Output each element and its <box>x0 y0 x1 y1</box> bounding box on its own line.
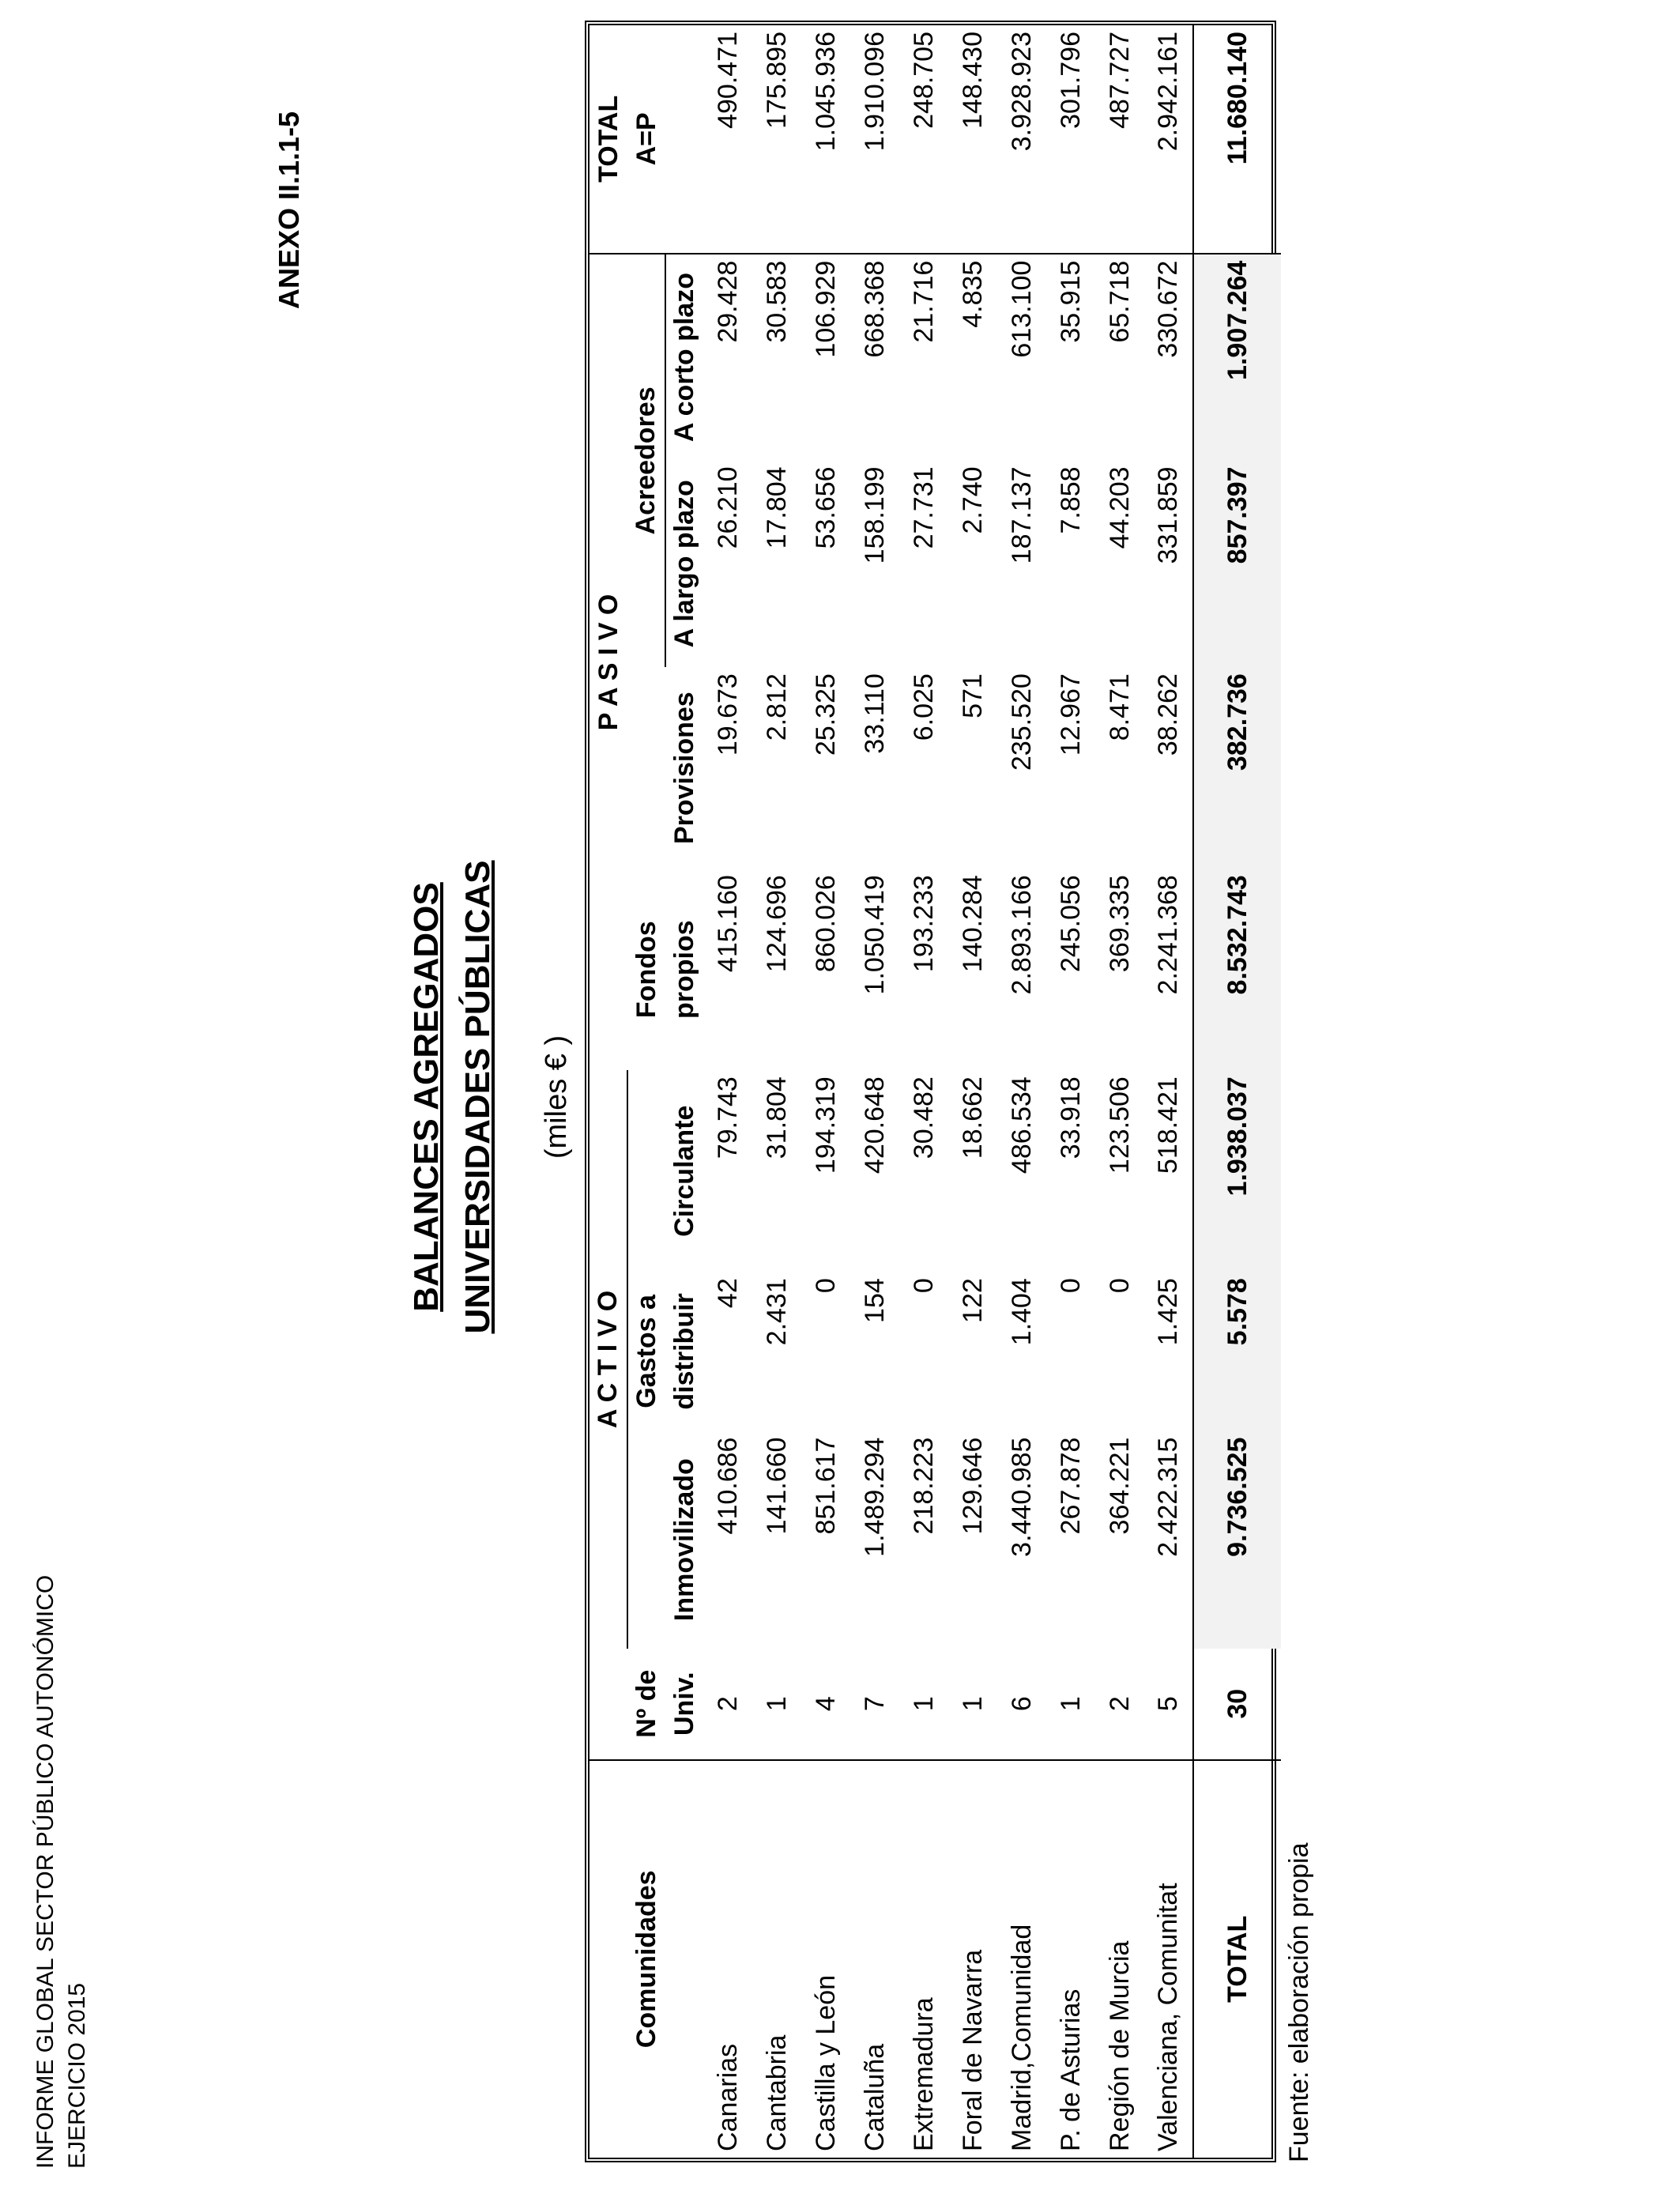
cell-comunidad: Cataluña <box>850 1760 899 2158</box>
header-pasivo: P A S I V O <box>593 594 623 731</box>
table-body <box>703 25 1281 2158</box>
cell-gastos: 0 <box>1104 1278 1135 1294</box>
cell-largo: 158.199 <box>859 466 890 564</box>
header-total: TOTAL <box>590 25 627 254</box>
cell-prov: 571 <box>957 673 988 718</box>
header-acreedores: Acreedores <box>627 254 665 667</box>
header-fondos-1: Fondos <box>631 921 661 1019</box>
balance-table <box>590 25 1281 2158</box>
cell-total: 1.045.936 <box>801 25 850 254</box>
units-label: (miles € ) <box>540 1035 573 1159</box>
cell-total: 148.430 <box>948 25 997 254</box>
cell-corto: 65.718 <box>1104 260 1135 343</box>
cell-inmov: 2.422.315 <box>1153 1437 1183 1557</box>
report-title: INFORME GLOBAL SECTOR PÚBLICO AUTONÓMICO <box>32 1574 58 2169</box>
header-gastos-1: Gastos a <box>631 1295 661 1408</box>
cell-circ: 518.421 <box>1153 1076 1183 1174</box>
cell-gastos: 1.404 <box>1006 1278 1037 1346</box>
cell-inmov: 267.878 <box>1055 1437 1086 1535</box>
table-row <box>850 25 899 2158</box>
cell-inmov: 129.646 <box>957 1437 988 1535</box>
cell-fondos: 1.050.419 <box>859 875 890 995</box>
cell-prov: 19.673 <box>712 673 743 756</box>
cell-inmov: 364.221 <box>1104 1437 1135 1535</box>
cell-circ: 123.506 <box>1104 1076 1135 1174</box>
source-note: Fuente: elaboración propia <box>1284 1842 1314 2162</box>
header-num-univ-2: Univ. <box>669 1672 699 1736</box>
cell-largo: 187.137 <box>1006 466 1037 564</box>
cell-fondos: 124.696 <box>761 875 792 973</box>
cell-univ: 1 <box>1055 1696 1086 1712</box>
cell-fondos: 8.532.743 <box>1193 869 1281 1070</box>
cell-prov: 382.736 <box>1193 667 1281 869</box>
cell-univ: 1 <box>761 1696 792 1712</box>
balance-table-frame <box>585 21 1276 2162</box>
table-total-row <box>1193 25 1281 2158</box>
table-row <box>948 25 997 2158</box>
cell-total: 487.727 <box>1095 25 1144 254</box>
cell-fondos: 2.893.166 <box>1006 875 1037 995</box>
cell-univ: 1 <box>908 1696 939 1712</box>
cell-largo: 7.858 <box>1055 466 1086 534</box>
cell-univ: 6 <box>1006 1696 1037 1712</box>
cell-inmov: 1.489.294 <box>859 1437 890 1557</box>
cell-fondos: 245.056 <box>1055 875 1086 973</box>
cell-largo: 53.656 <box>810 466 841 549</box>
table-row <box>1095 25 1144 2158</box>
header-inmovilizado: Inmovilizado <box>669 1458 699 1622</box>
cell-gastos: 0 <box>908 1278 939 1294</box>
cell-corto: 30.583 <box>761 260 792 343</box>
header-corto-plazo: A corto plazo <box>669 273 699 443</box>
cell-corto: 106.929 <box>810 260 841 358</box>
header-circulante: Circulante <box>669 1105 699 1237</box>
cell-circ: 33.918 <box>1055 1076 1086 1159</box>
cell-comunidad: Extremadura <box>899 1760 948 2158</box>
cell-circ: 79.743 <box>712 1076 743 1159</box>
cell-corto: 4.835 <box>957 260 988 328</box>
cell-comunidad: Canarias <box>703 1760 752 2158</box>
cell-prov: 25.325 <box>810 673 841 756</box>
cell-prov: 12.967 <box>1055 673 1086 756</box>
cell-gastos: 0 <box>1055 1278 1086 1294</box>
header-fondos-2: propios <box>669 920 699 1020</box>
cell-largo: 17.804 <box>761 466 792 549</box>
cell-comunidad: P. de Asturias <box>1046 1760 1095 2158</box>
cell-comunidad: Valenciana, Comunitat <box>1144 1760 1193 2158</box>
cell-largo: 2.740 <box>957 466 988 534</box>
cell-gastos: 122 <box>957 1278 988 1323</box>
cell-total: 3.928.923 <box>997 25 1046 254</box>
cell-largo: 44.203 <box>1104 466 1135 549</box>
cell-total: 175.895 <box>752 25 801 254</box>
header-num-univ-1: Nº de <box>631 1669 661 1738</box>
cell-prov: 38.262 <box>1153 673 1183 756</box>
table-row <box>752 25 801 2158</box>
cell-comunidad: Castilla y León <box>801 1760 850 2158</box>
cell-prov: 33.110 <box>859 673 890 754</box>
cell-gastos: 42 <box>712 1278 743 1309</box>
cell-comunidad: Madrid,Comunidad <box>997 1760 1046 2158</box>
cell-corto: 613.100 <box>1006 260 1037 358</box>
cell-corto: 29.428 <box>712 260 743 343</box>
cell-gastos: 1.425 <box>1153 1278 1183 1346</box>
cell-circ: 420.648 <box>859 1076 890 1174</box>
header-provisiones: Provisiones <box>669 692 699 845</box>
cell-circ: 486.534 <box>1006 1076 1037 1174</box>
header-comunidades: Comunidades <box>590 1760 703 2158</box>
cell-circ: 30.482 <box>908 1076 939 1159</box>
cell-largo: 26.210 <box>712 466 743 549</box>
cell-fondos: 415.160 <box>712 875 743 973</box>
cell-fondos: 369.335 <box>1104 875 1135 973</box>
cell-comunidad: TOTAL <box>1193 1760 1281 2158</box>
cell-gastos: 2.431 <box>761 1278 792 1346</box>
cell-comunidad: Región de Murcia <box>1095 1760 1144 2158</box>
cell-fondos: 2.241.368 <box>1153 875 1183 995</box>
annex-label: ANEXO II.1.1-5 <box>273 111 305 309</box>
header-gastos-2: distribuir <box>669 1293 699 1410</box>
table-row <box>997 25 1046 2158</box>
cell-total: 11.680.140 <box>1193 25 1281 254</box>
table-row <box>801 25 850 2158</box>
cell-corto: 21.716 <box>908 260 939 343</box>
page-subtitle: UNIVERSIDADES PÚBLICAS <box>458 860 497 1334</box>
cell-largo: 857.397 <box>1193 460 1281 667</box>
cell-fondos: 193.233 <box>908 875 939 973</box>
table-row <box>1046 25 1095 2158</box>
cell-comunidad: Cantabria <box>752 1760 801 2158</box>
cell-circ: 194.319 <box>810 1076 841 1174</box>
table-row <box>899 25 948 2158</box>
header-largo-plazo: A largo plazo <box>669 480 699 648</box>
cell-univ: 5 <box>1153 1696 1183 1712</box>
table-row <box>1144 25 1193 2158</box>
cell-prov: 6.025 <box>908 673 939 741</box>
cell-total: 1.910.096 <box>850 25 899 254</box>
cell-inmov: 410.686 <box>712 1437 743 1535</box>
cell-univ: 7 <box>859 1696 890 1712</box>
cell-univ: 1 <box>957 1696 988 1712</box>
cell-circ: 31.804 <box>761 1076 792 1159</box>
table-row <box>703 25 752 2158</box>
cell-inmov: 218.223 <box>908 1437 939 1535</box>
cell-inmov: 3.440.985 <box>1006 1437 1037 1557</box>
cell-total: 248.705 <box>899 25 948 254</box>
cell-prov: 2.812 <box>761 673 792 741</box>
cell-gastos: 5.578 <box>1193 1272 1281 1431</box>
cell-corto: 330.672 <box>1153 260 1183 358</box>
cell-total: 2.942.161 <box>1144 25 1193 254</box>
cell-univ: 30 <box>1193 1649 1281 1760</box>
page-title: BALANCES AGREGADOS <box>407 882 446 1312</box>
cell-prov: 235.520 <box>1006 673 1037 771</box>
cell-fondos: 860.026 <box>810 875 841 973</box>
cell-corto: 668.368 <box>859 260 890 358</box>
report-year: EJERCICIO 2015 <box>64 1982 90 2169</box>
header-activo: A C T I V O <box>590 1070 627 1649</box>
cell-gastos: 0 <box>810 1278 841 1294</box>
cell-largo: 331.859 <box>1153 466 1183 564</box>
cell-univ: 2 <box>1104 1696 1135 1712</box>
cell-inmov: 9.736.525 <box>1193 1431 1281 1649</box>
cell-largo: 27.731 <box>908 466 939 549</box>
cell-inmov: 141.660 <box>761 1437 792 1535</box>
cell-circ: 18.662 <box>957 1076 988 1159</box>
cell-total: 301.796 <box>1046 25 1095 254</box>
header-total-sub: A=P <box>627 25 665 254</box>
cell-inmov: 851.617 <box>810 1437 841 1535</box>
cell-gastos: 154 <box>859 1278 890 1323</box>
cell-corto: 1.907.264 <box>1193 254 1281 461</box>
cell-circ: 1.938.037 <box>1193 1070 1281 1272</box>
cell-univ: 4 <box>810 1696 841 1712</box>
cell-total: 490.471 <box>703 25 752 254</box>
cell-fondos: 140.284 <box>957 875 988 973</box>
cell-prov: 8.471 <box>1104 673 1135 741</box>
cell-comunidad: Foral de Navarra <box>948 1760 997 2158</box>
cell-univ: 2 <box>712 1696 743 1712</box>
cell-corto: 35.915 <box>1055 260 1086 343</box>
